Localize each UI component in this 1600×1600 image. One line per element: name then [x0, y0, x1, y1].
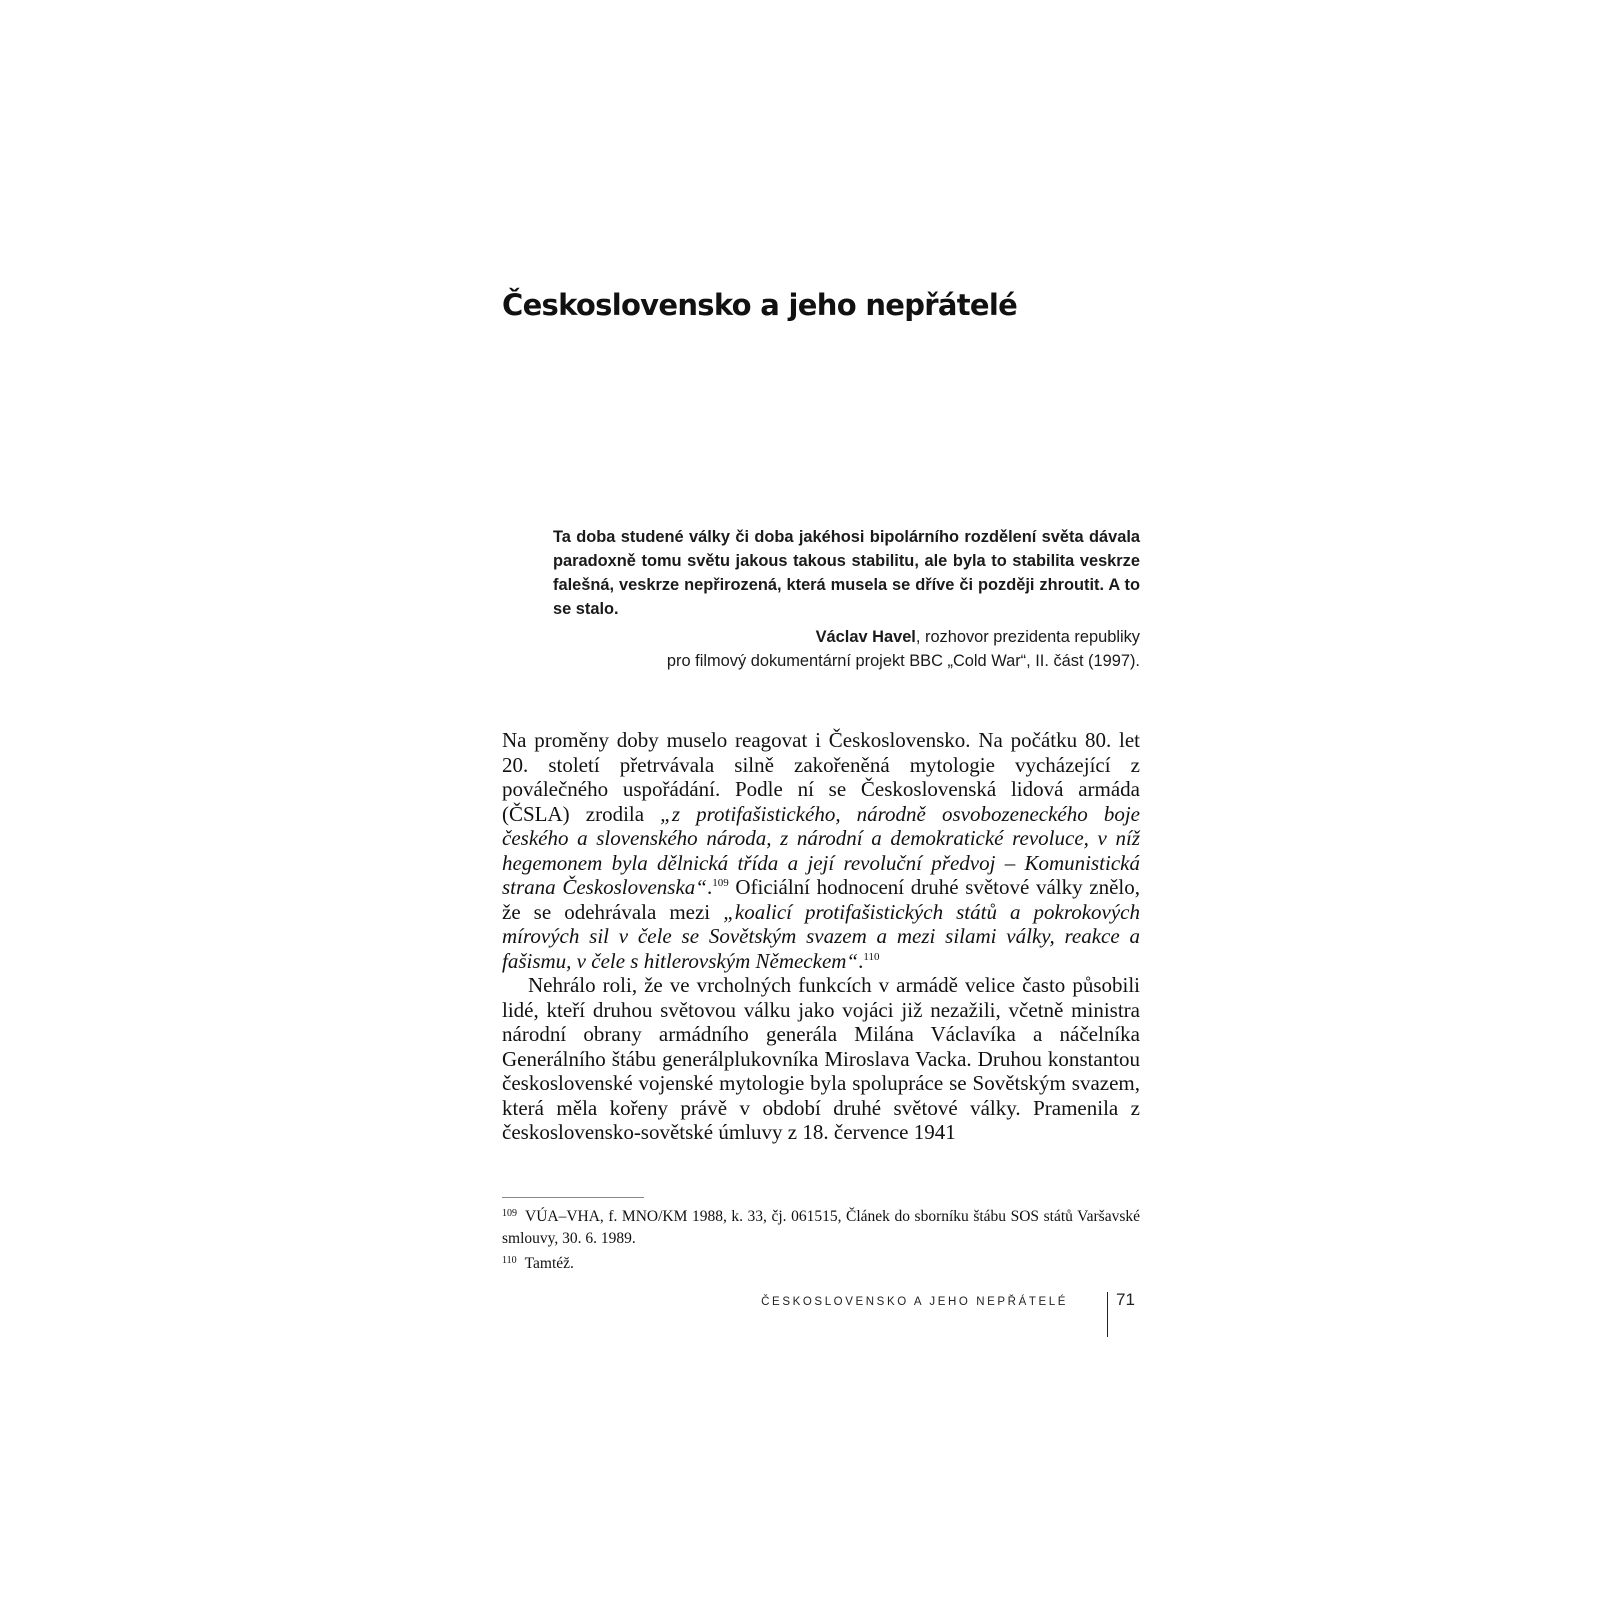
footnote-ref-109[interactable]: 109 [712, 877, 729, 889]
epigraph-source-line-2: pro filmový dokumentární projekt BBC „Cold War“, II. část (1997). [666, 652, 1140, 670]
epigraph-text: Ta doba studené války či doba jakéhosi bipolárního rozdělení světa dávala paradoxně tomu světu jakous takous stabilitu, ale byla to stabilita veskrze falešná, veskrze nepřirozená, která musela se dříve či později zhroutit. A to se stalo. [553, 528, 1140, 618]
paragraph-1-text-d: . [858, 948, 864, 973]
epigraph-source [553, 625, 1140, 673]
quote-2: „koalicí protifašistických států a pokrokových mírových sil v čele se Sovětským svazem a mezi silami války, reakce a fašismu, v čele s hitlerovským Německem“ [502, 899, 1140, 973]
paragraph-1 [502, 728, 1140, 973]
footnote-text: Tamtéž. [524, 1255, 574, 1272]
paragraph-1-text-a: Na proměny doby muselo reagovat i Československo. Na počátku 80. let 20. století přetrvávala silně zakořeněná mytologie vycházející z poválečného uspořádání. Podle ní se Československá lidová armáda (ČSLA) zrodila [502, 728, 1140, 826]
body-text [502, 728, 1140, 1145]
running-head: ČESKOSLOVENSKO A JEHO NEPŘÁTELÉ [761, 1296, 1068, 1308]
epigraph-source-line-1: , rozhovor prezidenta republiky [915, 628, 1140, 646]
chapter-title: Československo a jeho nepřátelé [502, 288, 1018, 322]
quote-1: „z protifašistického, národně osvobozeneckého boje českého a slovenského národa, z národní a demokratické revoluce, v níž hegemonem byla dělnická třída a její revoluční předvoj – Komunistická strana Československa“ [502, 801, 1140, 899]
footnotes [502, 1203, 1140, 1275]
footnote-number: 110 [502, 1255, 517, 1266]
footnote-109 [502, 1203, 1140, 1250]
footnote-number: 109 [502, 1208, 517, 1219]
footnote-110 [502, 1250, 1140, 1275]
epigraph [553, 525, 1140, 673]
footnote-ref-110[interactable]: 110 [863, 950, 880, 963]
paragraph-1-text-c: Oficiální hodnocení druhé světové války znělo, že se odehrávala mezi [502, 875, 1140, 924]
paragraph-2: Nehrálo roli, že ve vrcholných funkcích v armádě velice často působili lidé, kteří druhou světovou válku jako vojáci již nezažili, včetně ministra národní obrany armádního generála Milána Václavíka a náčelníka Generálního štábu generálplukovníka Miroslava Vacka. Druhou konstantou československé vojenské mytologie byla spolupráce se Sovětským svazem, která měla kořeny právě v období druhé světové války. Pramenila z československo-sovětské úmluvy z 18. července 1941 [502, 973, 1140, 1144]
footnote-text: VÚA–VHA, f. MNO/KM 1988, k. 33, čj. 061515, Článek do sborníku štábu SOS států Varšavské smlouvy, 30. 6. 1989. [502, 1208, 1140, 1247]
paragraph-1-text-b: . [706, 875, 713, 899]
footnote-divider [502, 1197, 644, 1198]
folio-divider [1107, 1292, 1108, 1337]
epigraph-author: Václav Havel [815, 628, 916, 646]
page-number: 71 [1116, 1290, 1135, 1309]
